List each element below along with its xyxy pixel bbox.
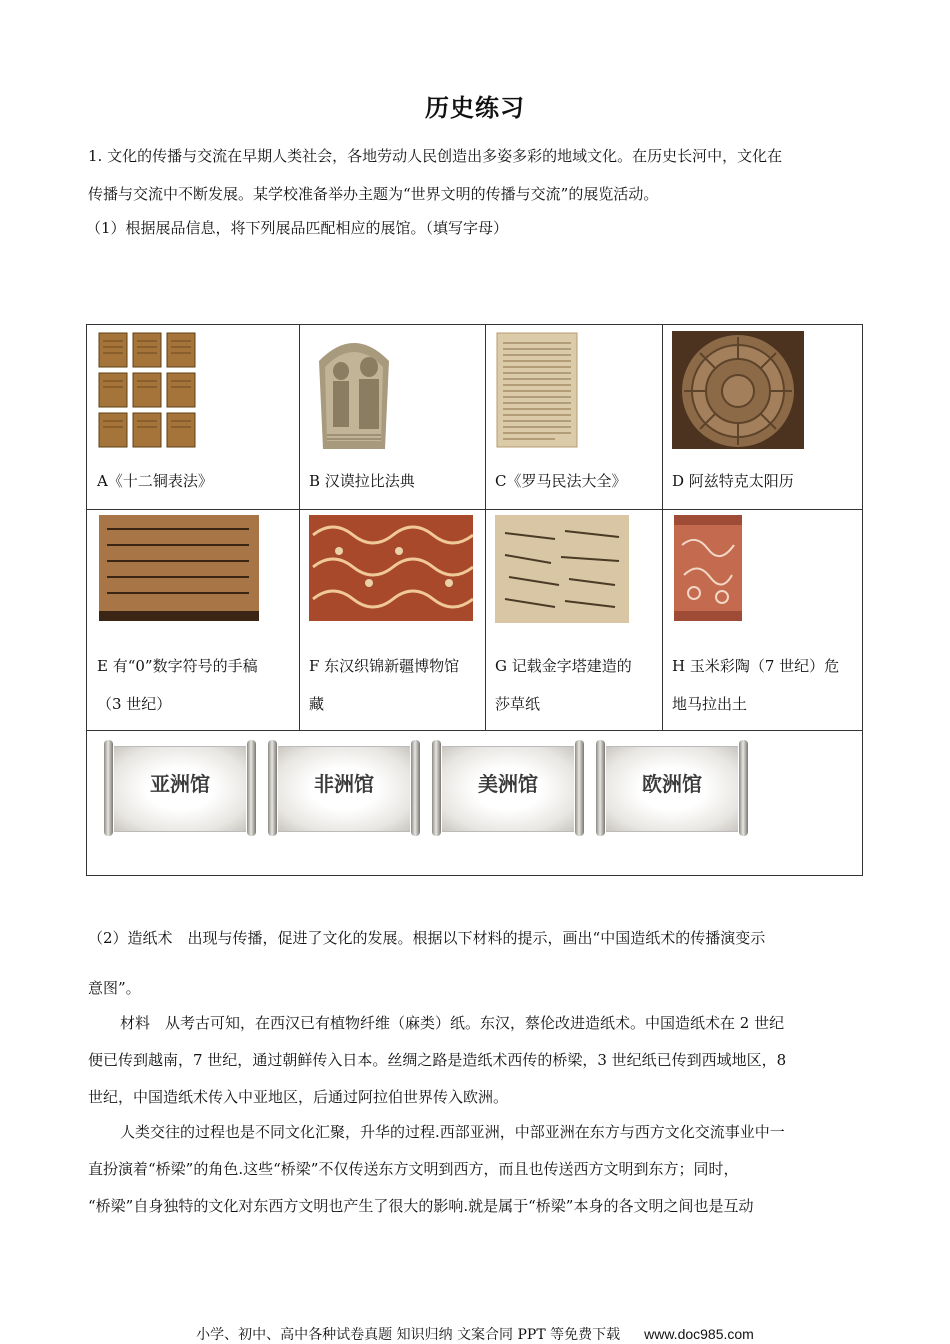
exhibit-e-label: E 有“0”数字符号的手稿 xyxy=(97,657,258,675)
exhibit-g-label: G 记载金字塔建造的 xyxy=(495,657,632,675)
sub-question-2-line-1: （2）造纸术 出现与传播，促进了文化的发展。根据以下材料的提示，画出“中国造纸术的传播演变示 xyxy=(88,929,766,947)
page-footer xyxy=(0,1324,950,1344)
material-line-2: 便已传到越南，7 世纪，通过朝鲜传入日本。丝绸之路是造纸术西传的桥梁，3 世纪纸已传到西域地区，8 xyxy=(88,1051,787,1069)
hall-europe-label: 欧洲馆 xyxy=(642,772,702,796)
footer-url[interactable]: www.doc985.com xyxy=(644,1326,754,1342)
hall-scroll-africa xyxy=(268,740,420,836)
exhibit-f-label: F 东汉织锦新疆博物馆 xyxy=(309,657,460,675)
exhibit-h-label-2: 地马拉出土 xyxy=(672,695,748,713)
exhibit-a-label: A《十二铜表法》 xyxy=(97,472,213,490)
paragraph-2-line-1: 人类交往的过程也是不同文化汇聚，升华的过程.西部亚洲，中部亚洲在东方与西方文化交流事业中一 xyxy=(120,1123,785,1141)
exhibit-h-label: H 玉米彩陶（7 世纪）危 xyxy=(672,657,840,675)
papyrus-image xyxy=(495,515,629,623)
paragraph-2-line-3: “桥梁”自身独特的文化对东西方文明也产生了很大的影响.就是属于“桥梁”本身的各文明之间也是互动 xyxy=(88,1197,754,1215)
sub-question-1: （1）根据展品信息，将下列展品匹配相应的展馆。（填写字母） xyxy=(86,219,509,237)
question-intro-line-1: 1. 文化的传播与交流在早期人类社会，各地劳动人民创造出多姿多彩的地域文化。在历史长河中，文化在 xyxy=(88,147,783,165)
exhibit-d-label: D 阿兹特克太阳历 xyxy=(672,472,794,490)
footer-text: 小学、初中、高中各种试卷真题 知识归纳 文案合同 PPT 等免费下载 xyxy=(196,1327,621,1343)
exhibit-f-label-2: 藏 xyxy=(309,695,325,713)
aztec-sun-stone-image xyxy=(672,331,804,449)
bronze-tablets-image xyxy=(97,331,197,449)
hall-scroll-europe xyxy=(596,740,748,836)
han-brocade-image xyxy=(309,515,473,621)
hall-asia-label: 亚洲馆 xyxy=(150,772,210,796)
hall-americas-label: 美洲馆 xyxy=(478,772,538,796)
hall-africa-label: 非洲馆 xyxy=(314,772,374,796)
exhibit-g-label-2: 莎草纸 xyxy=(495,695,541,713)
material-line-3: 世纪，中国造纸术传入中亚地区，后通过阿拉伯世界传入欧洲。 xyxy=(88,1088,509,1106)
exhibit-e-label-2: （3 世纪） xyxy=(97,695,172,713)
page-title: 历史练习 xyxy=(425,93,525,122)
hall-scroll-asia xyxy=(104,740,256,836)
zero-manuscript-image xyxy=(99,515,259,621)
maya-vase-image xyxy=(672,515,744,621)
exhibit-c-label: C《罗马民法大全》 xyxy=(495,472,627,490)
hall-scroll-americas xyxy=(432,740,584,836)
paragraph-2-line-2: 直扮演着“桥梁”的角色.这些“桥梁”不仅传送东方文明到西方，而且也传送西方文明到东方；同时， xyxy=(88,1160,739,1178)
roman-manuscript-image xyxy=(495,331,579,449)
material-line-1: 材料 从考古可知，在西汉已有植物纤维（麻类）纸。东汉，蔡伦改进造纸术。中国造纸术在 2 世纪 xyxy=(120,1014,785,1032)
question-intro-line-2: 传播与交流中不断发展。某学校准备举办主题为“世界文明的传播与交流”的展览活动。 xyxy=(88,185,659,203)
hammurabi-stele-image xyxy=(309,331,399,449)
sub-question-2-line-2: 意图”。 xyxy=(88,979,141,997)
exhibit-b-label: B 汉谟拉比法典 xyxy=(309,472,415,490)
